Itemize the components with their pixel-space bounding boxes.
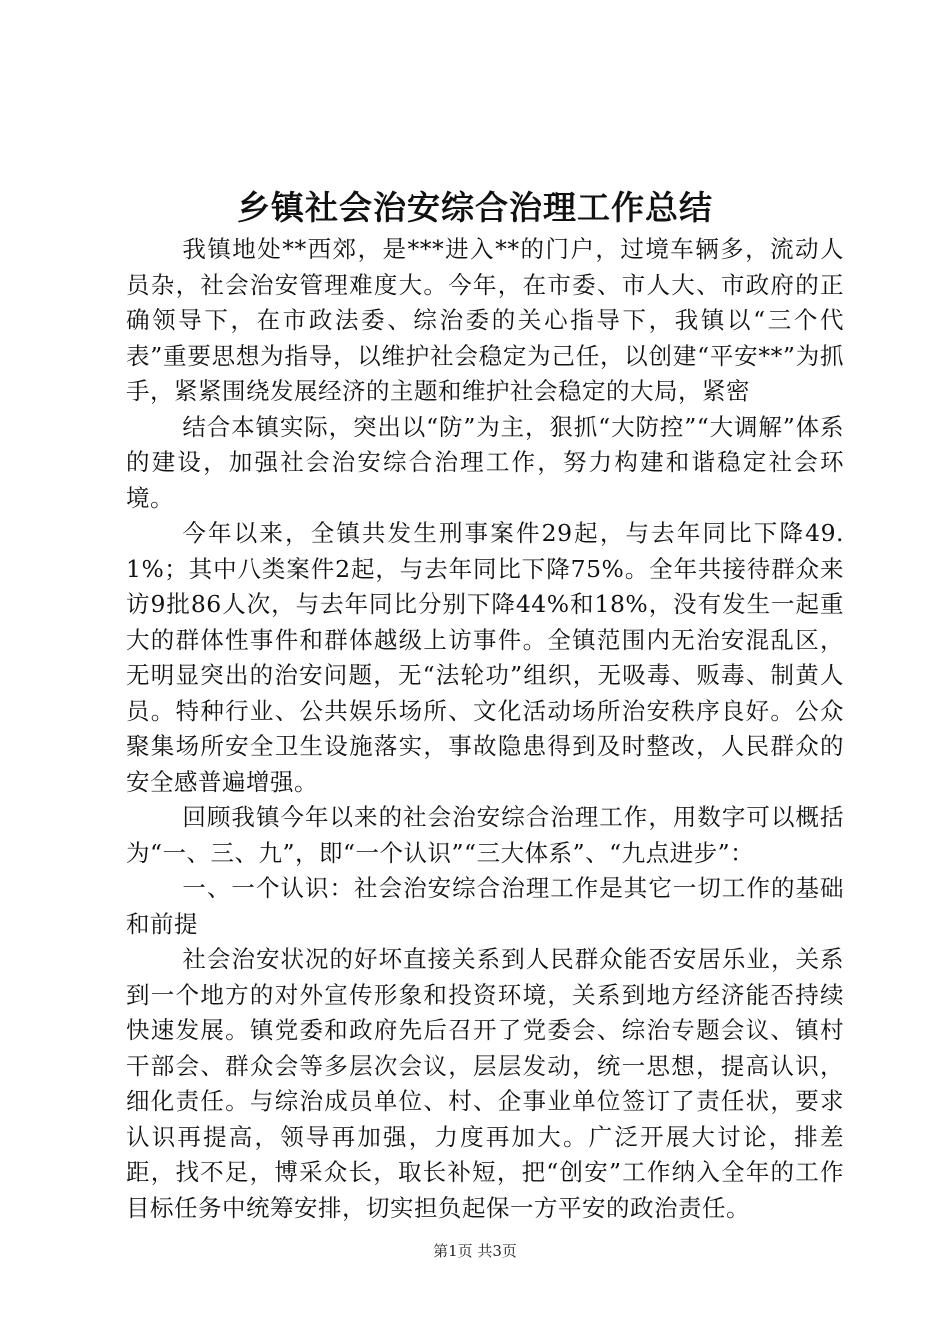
paragraph: 我镇地处**西郊，是***进入**的门户，过境车辆多，流动人员杂，社会治安管理难度大。今年，在市委、市人大、市政府的正确领导下，在市政法委、综治委的关心指导下，我镇以“三个代表”重要思想为指导，以维护社会稳定为己任，以创建“平安**”为抓手，紧紧围绕发展经济的主题和维护社会稳定的大局，紧密 (126, 235, 844, 405)
document-title: 乡镇社会治安综合治理工作总结 (237, 188, 713, 227)
document-body (126, 232, 844, 1226)
paragraph: 回顾我镇今年以来的社会治安综合治理工作，用数字可以概括为“一、三、九”，即“一个认识”“三大体系”、“九点进步”： (126, 803, 844, 867)
paragraph: 社会治安状况的好坏直接关系到人民群众能否安居乐业，关系到一个地方的对外宣传形象和投资环境，关系到地方经济能否持续快速发展。镇党委和政府先后召开了党委会、综治专题会议、镇村干部会、群众会等多层次会议，层层发动，统一思想，提高认识，细化责任。与综治成员单位、村、企事业单位签订了责任状，要求认识再提高，领导再加强，力度再加大。广泛开展大讨论，排差距，找不足，博采众长，取长补短，把“创安”工作纳入全年的工作目标任务中统筹安排，切实担负起保一方平安的政治责任。 (126, 945, 844, 1222)
page-footer: 第1页 共3页 (433, 1242, 517, 1260)
paragraph: 今年以来，全镇共发生刑事案件29起，与去年同比下降49.1%；其中八类案件2起，与去年同比下降75%。全年共接待群众来访9批86人次，与去年同比分别下降44%和18%，没有发生一起重大的群体性事件和群体越级上访事件。全镇范围内无治安混乱区，无明显突出的治安问题，无“法轮功”组织，无吸毒、贩毒、制黄人员。特种行业、公共娱乐场所、文化活动场所治安秩序良好。公众聚集场所安全卫生设施落实，事故隐患得到及时整改，人民群众的安全感普遍增强。 (126, 519, 844, 796)
section-heading: 一、一个认识：社会治安综合治理工作是其它一切工作的基础和前提 (126, 874, 844, 938)
paragraph: 结合本镇实际，突出以“防”为主，狠抓“大防控”“大调解”体系的建设，加强社会治安综合治理工作，努力构建和谐稳定社会环境。 (126, 412, 844, 512)
